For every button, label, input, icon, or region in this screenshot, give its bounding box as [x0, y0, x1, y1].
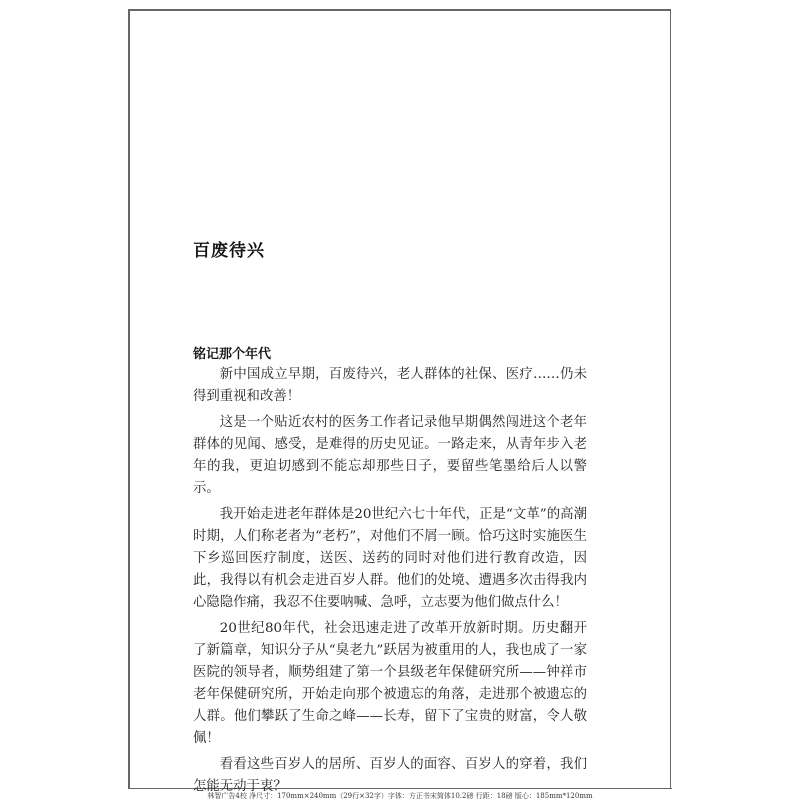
paragraph: 20世纪80年代，社会迅速走进了改革开放新时期。历史翻开了新篇章，知识分子从“臭老九”跃居为被重用的人，我也成了一家医院的领导者，顺势组建了第一个县级老年保健研究所——钟祥市老年保健研究所，开始走向那个被遗忘的角落，走进那个被遗忘的人群。他们攀跃了生命之峰——长寿，留下了宝贵的财富，令人敬佩！ — [193, 621, 587, 746]
print-spec-footer: 林智广告4校 净尺寸：170mm×240mm（29行×32字）字体：方正书宋简体10.2磅 行距：18磅 版心：185mm*120mm — [207, 792, 593, 800]
paragraph: 这是一个贴近农村的医务工作者记录他早期偶然闯进这个老年群体的见闻、感受，是难得的历史见证。一路走来，从青年步入老年的我，更迫切感到不能忘却那些日子，要留些笔墨给后人以警示。 — [193, 415, 587, 496]
paragraph: 新中国成立早期，百废待兴，老人群体的社保、医疗……仍未得到重视和改善！ — [193, 367, 587, 404]
paragraph: 我开始走进老年群体是20世纪六七十年代，正是“文革”的高潮时期，人们称老者为“老朽”，对他们不屑一顾。恰巧这时实施医生下乡巡回医疗制度，送医、送药的同时对他们进行教育改造，因此，我得以有机会走进百岁人群。他们的处境、遭遇多次击得我内心隐隐作痛，我忍不住要呐喊、急呼，立志要为他们做点什么！ — [193, 507, 587, 610]
section-title: 铭记那个年代 — [193, 347, 272, 362]
body-text — [193, 364, 587, 802]
paragraph: 看看这些百岁人的居所、百岁人的面容、百岁人的穿着，我们怎能无动于衷？ — [193, 757, 587, 794]
chapter-title: 百废待兴 — [193, 241, 265, 261]
